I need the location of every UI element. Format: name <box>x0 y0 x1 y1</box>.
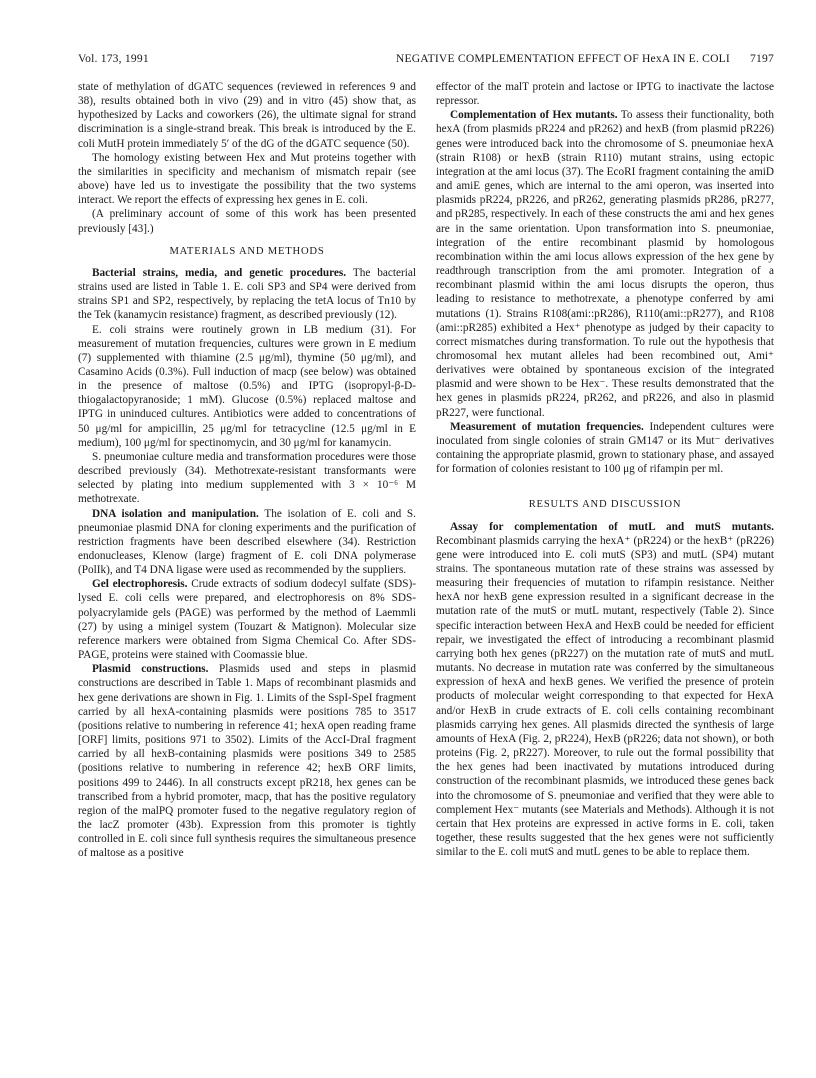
section-heading-results: RESULTS AND DISCUSSION <box>528 499 682 511</box>
paragraph-body: Crude extracts of sodium dodecyl sulfate (SDS)-lysed E. coli cells were prepared, and electrophoresis on 8% SDS-polyacrylamide gels (PAGE) was performed by the method of Laemmli (27) by using a minigel system (Touzart & Matignon). Molecular size reference markers were obtained from Sigma Chemical Co. After SDS-PAGE, proteins were stained with Coomassie blue. <box>78 578 416 662</box>
paragraph: E. coli strains were routinely grown in LB medium (31). For measurement of mutation frequencies, cultures were grown in E medium (7) supplemented with thiamine (2.5 μg/ml), thymine (50 μg/ml), and Casamino Acids (0.3%). Full induction of macp (see below) was obtained in the presence of maltose (0.5%) and IPTG (isopropyl-β-D-thiogalactopyranoside; 1 mM). Glucose (0.5%) replaced maltose and IPTG in uninduced cultures. Antibiotics were added to concentrations of 50 μg/ml for ampicillin, 25 μg/ml for tetracycline (12.5 μg/ml in E medium), 100 μg/ml for spectinomycin, and 30 μg/ml for kanamycin. <box>78 323 416 449</box>
paragraph-body: The isolation of E. coli and S. pneumoniae plasmid DNA for cloning experiments and the purification of restriction fragments have been described elsewhere (34). Restriction endonucleases, Klenow (large) fragment of E. coli DNA polymerase (PolIk), and T4 DNA ligase were used as recommended by the suppliers. <box>78 507 416 577</box>
running-title: NEGATIVE COMPLEMENTATION EFFECT OF HexA IN E. COLI <box>395 52 730 65</box>
paragraph: S. pneumoniae culture media and transformation procedures were those described previously (34). Methotrexate-resistant transformants were selected by plating into medium supplemented with 3 × 10⁻⁶ M methotrexate. <box>78 450 416 506</box>
run-in-heading: Measurement of mutation frequencies. <box>450 420 644 433</box>
paragraph-body: Recombinant plasmids carrying the hexA⁺ (pR224) or the hexB⁺ (pR226) gene were introduced into E. coli mutS (SP3) and mutL (SP4) mutant strains. The spontaneous mutation rate of these strains was assessed by measuring their frequencies of mutation to rifampin resistance. Neither hexA nor hexB gene expression resulted in a significant decrease in the mutation rate of the mutS or mutL mutant, respectively (Table 2). Since specific interaction between HexA and HexB could be needed for efficient repair, we investigated the effect of introducing a recombinant plasmid carrying both hex genes (pR227) on the mutation rate of mutS and mutL mutants. No decrease in mutation rate was conferred by the simultaneous expression of hexA and hexB genes. We verified the presence of protein products of molecular weight corresponding to that expected for HexA and/or HexB in crude extracts of E. coli cells containing recombinant plasmids carrying hex genes. All plasmids directed the synthesis of large amounts of HexA (Fig. 2, pR224), HexB (pR226; data not shown), or both proteins (Fig. 2, pR227). Moreover, to rule out the formal possibility that the hex genes had been inactivated by mutations introduced during construction of the recombinant plasmids, we introduced these genes back into the chromosome of S. pneumoniae and verified that they were able to complement Hex⁻ mutants (see Materials and Methods). Although it is not certain that Hex proteins are expressed in active forms in E. coli, taken together, these results suggested that the hex genes were not sufficiently similar to the E. coli mutS and mutL genes to be able to replace them. <box>436 534 774 859</box>
running-title-block <box>396 52 774 65</box>
paragraph <box>436 520 774 860</box>
run-in-heading: Plasmid constructions. <box>92 663 209 676</box>
paragraph <box>436 108 774 419</box>
paragraph: effector of the malT protein and lactose or IPTG to inactivate the lactose repressor. <box>436 81 774 108</box>
paragraph: state of methylation of dGATC sequences (reviewed in references 9 and 38), results obtained both in vivo (29) and in vitro (45) show that, as hypothesized by Lacks and coworkers (26), the ultimate signal for strand discrimination is a single-strand break. This break is introduced by the E. coli MutH protein immediately 5′ of the dG of the dGATC sequence (50). <box>78 81 416 150</box>
paragraph: The homology existing between Hex and Mut proteins together with the similarities in specificity and mechanism of mismatch repair (see above) have led us to investigate the possibility that the two systems interact. We report the effects of expressing hex genes in E. coli. <box>78 151 416 207</box>
run-in-heading: Assay for complementation of mutL and mutS mutants. <box>450 520 774 533</box>
paragraph <box>78 507 416 578</box>
page-header <box>78 52 774 68</box>
paragraph <box>78 266 416 323</box>
paragraph-body: Plasmids used and steps in plasmid constructions are described in Table 1. Maps of recombinant plasmids and hex gene derivations are shown in Fig. 1. Limits of the SspI-SpeI fragment carried by all hexA-containing plasmids were positions 785 to 3517 (positions relative to numbering in reference 41; hexA open reading frame [ORF] limits, positions 971 to 3502). Limits of the AccI-DraI fragment carried by all hexB-containing plasmids were positions 349 to 2585 (positions relative to numbering in reference 42; hexB ORF limits, positions 499 to 2446). In all constructs except pR218, hex genes can be transcribed from a hybrid promoter, macp, that has the positive regulatory region of the malPQ promoter fused to the negative regulatory region of the lacZ promoter (43b). Expression from this promoter is tightly controlled in E. coli since full synthesis requires the simultaneous presence of maltose as a positive <box>78 663 416 860</box>
run-in-heading: DNA isolation and manipulation. <box>92 507 259 520</box>
run-in-heading: Gel electrophoresis. <box>92 578 188 591</box>
paragraph-body: Independent cultures were inoculated from single colonies of strain GM147 or its Mut⁻ derivatives containing the appropriate plasmid, grown to stationary phase, and assayed for formation of colonies resistant to 100 μg of rifampin per ml. <box>436 420 775 476</box>
section-heading-methods: MATERIALS AND METHODS <box>169 245 325 257</box>
left-column <box>78 80 416 860</box>
volume-label: Vol. 173, 1991 <box>78 52 149 65</box>
paragraph: (A preliminary account of some of this work has been presented previously [43].) <box>78 208 416 235</box>
paragraph <box>78 662 416 860</box>
page-number: 7197 <box>750 52 774 65</box>
paragraph <box>436 420 774 477</box>
paragraph-body: The bacterial strains used are listed in Table 1. E. coli SP3 and SP4 were derived from strains SP1 and SP2, respectively, by replacing the tetA locus of Tn10 by the Tek (kanamycin resistance) fragment, as described previously (12). <box>78 266 416 322</box>
paragraph <box>78 577 416 662</box>
run-in-heading: Bacterial strains, media, and genetic procedures. <box>92 266 347 279</box>
right-column <box>436 80 774 859</box>
run-in-heading: Complementation of Hex mutants. <box>450 109 618 122</box>
paragraph-body: To assess their functionality, both hexA (from plasmids pR224 and pR262) and hexB (from plasmid pR226) genes were introduced back into the chromosome of S. pneumoniae hexA (strain R108) or hexB (strain R110) mutant strains, using ectopic integration at the ami locus (37). The EcoRI fragment containing the amiD and amiE genes, which are internal to the ami operon, was inserted into plasmids pR224, pR226, and pR262, generating plasmids pR286, pR277, and pR285, respectively. In each of these constructs the ami and hex genes are in the same orientation. Upon transformation into S. pneumoniae, integration of the entire recombinant plasmid by homologous recombination within the ami locus allows expression of the hex gene by readthrough transcription from the ami promoter. Integration of a recombinant plasmid within the ami locus disrupts the operon, thus leading to resistance to methotrexate, a phenotype conferred by ami mutations (1). Strains R108(ami::pR286), R110(ami::pR277), and R108 (ami::pR285) exhibited a Hex⁺ phenotype as judged by their capacity to correct mismatches during transformation. To rule out the hypothesis that chromosomal hex mutant alleles had been recombined out, Ami⁺ derivatives were obtained by spontaneous excision of the integrated plasmid and were shown to be Hex⁻. These results demonstrated that the hex genes in plasmids pR224, pR262, and pR226, and also in plasmid pR227, were functional. <box>436 109 774 419</box>
